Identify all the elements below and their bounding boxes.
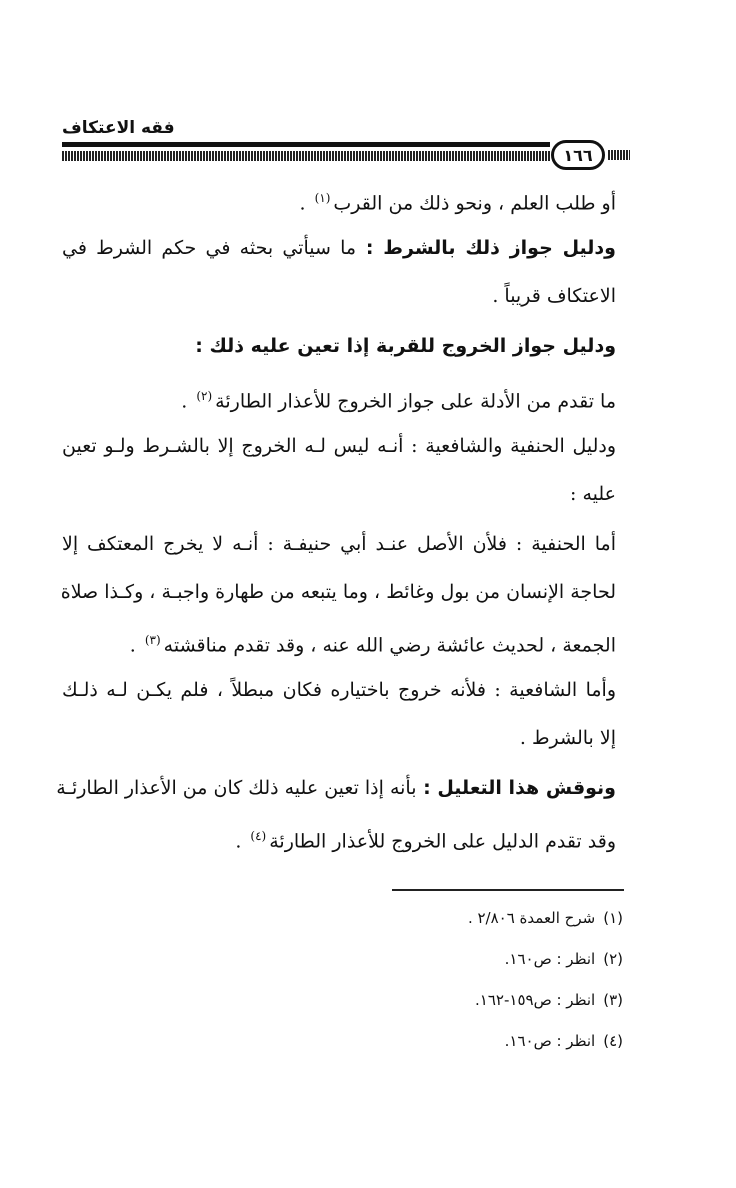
paragraph-6-line-1: أما الحنفية : فلأن الأصل عنـد أبي حنيفـة : أنـه لا يخرج المعتكف إلا xyxy=(62,533,616,555)
paragraph-5-line-2: عليه : xyxy=(570,483,616,505)
footnote-item: (٣)انظر : ص١٥٩-١٦٢. xyxy=(475,991,623,1009)
paragraph-8-line-1: ونوقش هذا التعليل : بأنه إذا تعين عليه ذلك كان من الأعذار الطارئـة xyxy=(56,777,616,799)
heading-rebuttal: ونوقش هذا التعليل : xyxy=(416,777,616,799)
footnote-ref: (٢) xyxy=(196,389,213,403)
running-title: فقه الاعتكاف xyxy=(62,118,175,138)
paragraph-8-line-2: وقد تقدم الدليل على الخروج للأعذار الطارئة$^{(٤)}$ . xyxy=(235,829,616,853)
paragraph-1: أو طلب العلم ، ونحو ذلك من القرب$^{(١)}$ . xyxy=(299,191,616,215)
heading-worship-exit-evidence: ودليل جواز الخروج للقربة إذا تعين عليه ذلك : xyxy=(195,335,616,357)
paragraph-2-line-1: ودليل جواز ذلك بالشرط : ما سيأتي بحثه في حكم الشرط في xyxy=(62,237,616,259)
footnote-item: (٢)انظر : ص١٦٠. xyxy=(504,950,623,968)
page-number: ١٦٦ xyxy=(551,140,605,170)
footnotes xyxy=(203,898,623,1062)
footnote-ref: (١) xyxy=(314,191,331,205)
paragraph-7-line-1: وأما الشافعية : فلأنه خروج باختياره فكان مبطلاً ، فلم يكـن لـه ذلـك xyxy=(62,679,616,701)
footnote-separator xyxy=(392,889,624,891)
paragraph-2-line-2: الاعتكاف قريباً . xyxy=(492,285,616,307)
paragraph-6-line-3: الجمعة ، لحديث عائشة رضي الله عنه ، وقد تقدم مناقشته$^{(٣)}$ . xyxy=(129,633,616,657)
heading-condition-evidence: ودليل جواز ذلك بالشرط : xyxy=(356,237,616,259)
header-rule-hatched xyxy=(62,151,550,161)
header-rule-thick xyxy=(62,142,550,147)
header-rule-right xyxy=(608,150,630,160)
footnote-ref: (٤) xyxy=(250,829,267,843)
paragraph-4: ما تقدم من الأدلة على جواز الخروج للأعذار الطارئة$^{(٢)}$ . xyxy=(181,389,616,413)
footnote-ref: (٣) xyxy=(144,633,161,647)
footnote-item: (١)شرح العمدة ٢/٨٠٦ . xyxy=(467,909,623,927)
body-text xyxy=(56,176,616,876)
paragraph-7-line-2: إلا بالشرط . xyxy=(519,727,616,749)
footnote-item: (٤)انظر : ص١٦٠. xyxy=(504,1032,623,1050)
paragraph-5-line-1: ودليل الحنفية والشافعية : أنـه ليس لـه الخروج إلا بالشـرط ولـو تعين xyxy=(62,435,616,457)
paragraph-6-line-2: لحاجة الإنسان من بول وغائط ، وما يتبعه من طهارة واجبـة ، وكـذا صلاة xyxy=(60,581,616,603)
